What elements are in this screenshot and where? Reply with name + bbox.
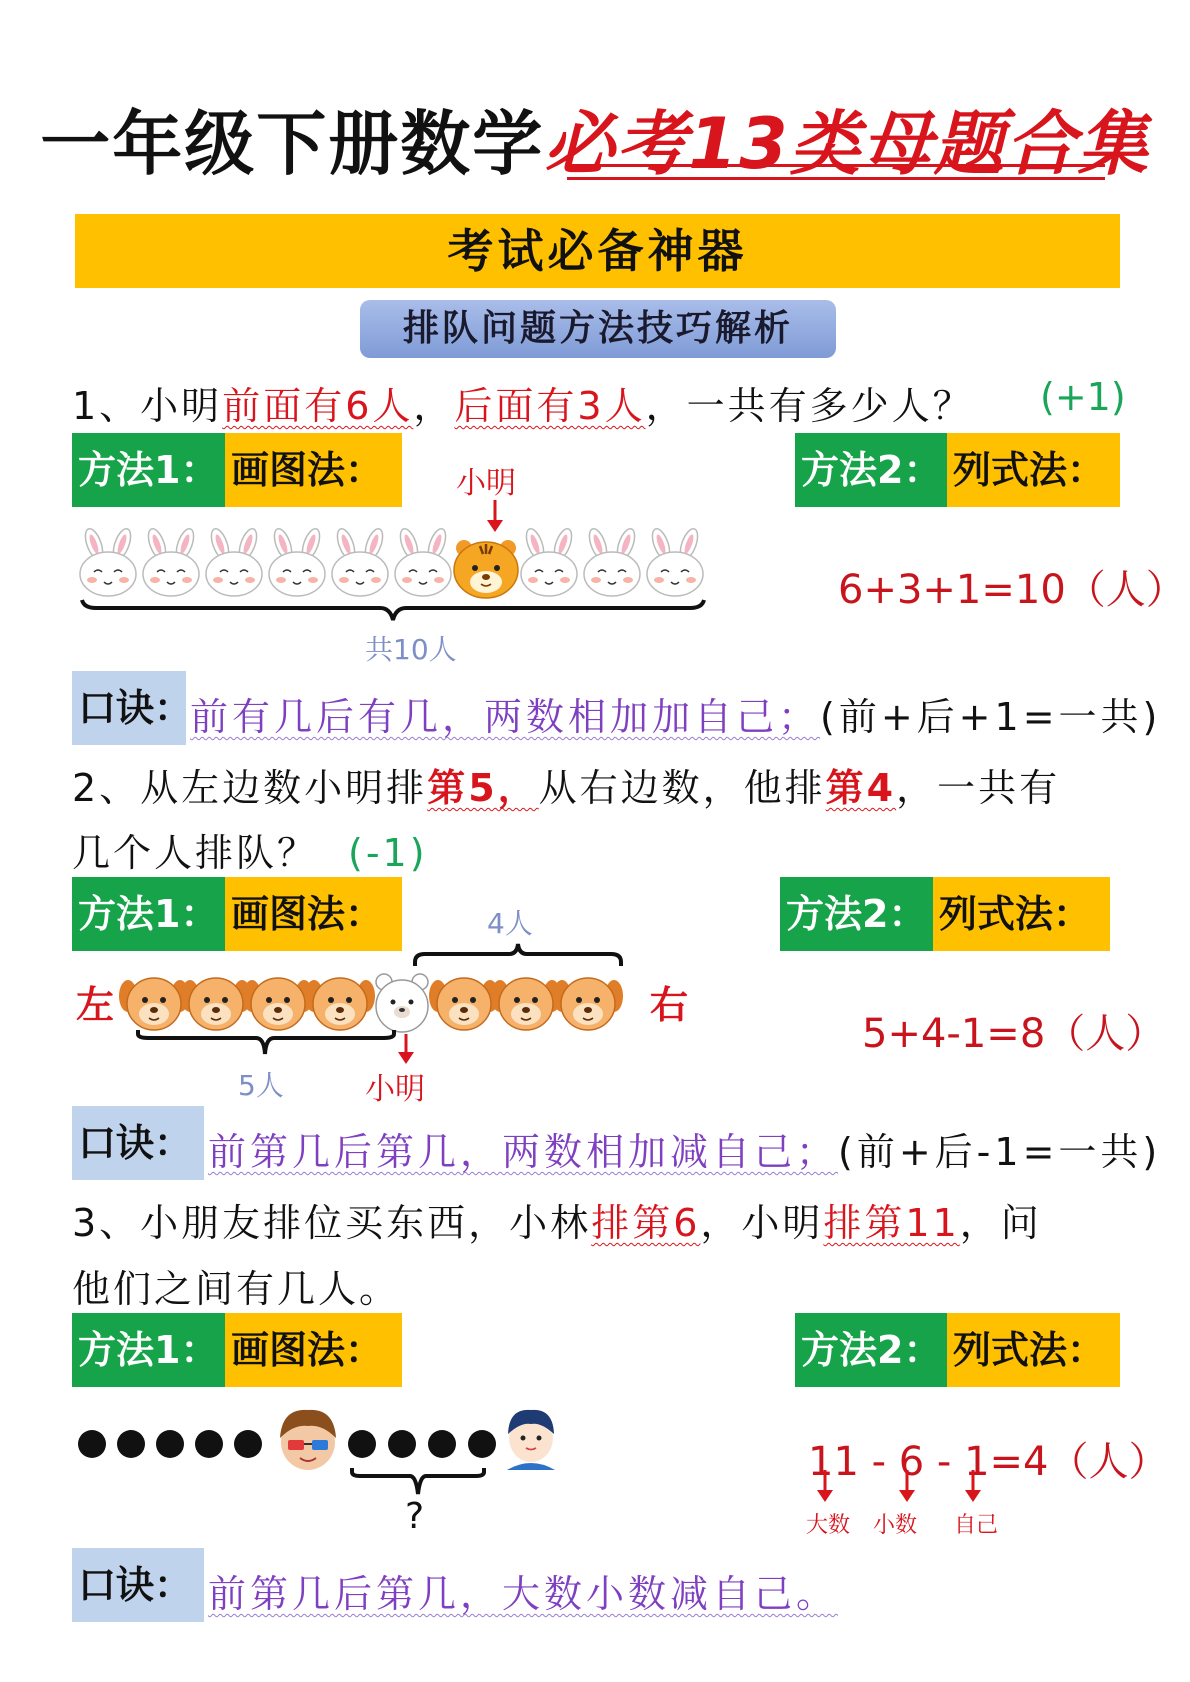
q1-brace	[80, 598, 706, 624]
q3-method1-label: 方法1：	[72, 1313, 225, 1387]
q2-line2-text: 几个人排队？	[72, 831, 319, 875]
rabbit-icon	[80, 527, 136, 596]
q3-method1-name: 画图法：	[225, 1313, 402, 1387]
rabbit-icon	[143, 527, 199, 596]
rabbit-icon	[332, 527, 388, 596]
dot-icon	[428, 1430, 456, 1458]
q3-queue	[76, 1400, 576, 1480]
q3-e: ，问	[959, 1201, 1042, 1245]
q2-method1-label: 方法1：	[72, 877, 225, 951]
dog-icon	[305, 978, 375, 1030]
q1-total-label: 共10人	[365, 633, 457, 666]
q3-d: 排第11	[823, 1201, 960, 1245]
q2-formula: 5+4-1=8（人）	[862, 1011, 1166, 1057]
dot-icon	[195, 1430, 223, 1458]
rabbit-icon	[395, 527, 451, 596]
title-part1: 一年级下册数学	[40, 103, 545, 185]
dog-icon	[119, 978, 189, 1030]
q2-method2-label: 方法2：	[780, 877, 933, 951]
tiger-icon	[454, 540, 518, 598]
rabbit-icon	[584, 527, 640, 596]
q2-tag: (-1)	[348, 831, 428, 875]
q2-a: 2、从左边数小明排	[72, 766, 428, 810]
q1-tag: (+1)	[1040, 375, 1126, 419]
dog-icon	[429, 978, 499, 1030]
q3-a: 3、小朋友排位买东西，小林	[72, 1201, 592, 1245]
q1-num: 1、小明	[72, 384, 223, 428]
q2-mnemo-label: 口诀：	[72, 1106, 204, 1180]
q2-line2	[72, 822, 428, 877]
q1-mnemo-tail: (前+后+1=一共)	[820, 695, 1162, 739]
q1-method2-label: 方法2：	[795, 433, 947, 507]
q2-mnemo-main: 前第几后第几，两数相加减自己；	[208, 1130, 839, 1174]
q3-mnemo-main: 前第几后第几，大数小数减自己。	[208, 1572, 839, 1616]
bear-icon	[376, 974, 428, 1032]
q3-c: ，小明	[700, 1201, 824, 1245]
dot-icon	[156, 1430, 184, 1458]
q1-formula: 6+3+1=10（人）	[838, 567, 1186, 613]
q2-line1	[72, 757, 1060, 812]
q3-b: 排第6	[591, 1201, 701, 1245]
q1-method2-name: 列式法：	[947, 433, 1120, 507]
q1-mnemo	[190, 686, 1161, 741]
q1-b: 后面有3人	[454, 384, 646, 428]
q3-annot-self: 自己	[954, 1513, 999, 1538]
dot-icon	[234, 1430, 262, 1458]
q1-sep: ，	[413, 384, 455, 428]
subbanner: 排队问题方法技巧解析	[360, 300, 836, 358]
q2-brace-top	[413, 942, 623, 968]
dog-icon	[553, 978, 623, 1030]
title-underline	[567, 164, 1105, 180]
dot-icon	[388, 1430, 416, 1458]
dot-icon	[468, 1430, 496, 1458]
dog-icon	[243, 978, 313, 1030]
title-part2: 必考13类母题合集	[544, 103, 1150, 185]
q3-annot-arrows	[815, 1470, 995, 1506]
q3-method2-label: 方法2：	[795, 1313, 947, 1387]
q1-text	[72, 375, 974, 430]
q3-line1	[72, 1192, 1042, 1247]
q3-mnemo-label: 口诀：	[72, 1548, 204, 1622]
kid-with-glasses-icon	[280, 1410, 336, 1470]
dot-icon	[78, 1430, 106, 1458]
q1-rest: ，一共有多少人？	[645, 384, 974, 428]
q2-label-right: 4人	[487, 907, 533, 940]
q2-arrow-label: 小明	[365, 1072, 425, 1107]
q2-e: ，一共有	[896, 766, 1061, 810]
q2-b: 第5，	[427, 766, 539, 810]
q2-brace-bottom	[136, 1028, 398, 1058]
q3-method2-name: 列式法：	[947, 1313, 1120, 1387]
q1-a: 前面有6人	[222, 384, 414, 428]
q3-line2: 他们之间有几人。	[72, 1267, 401, 1311]
q2-mnemo-tail: (前+后-1=一共)	[838, 1130, 1162, 1174]
q1-queue	[76, 530, 716, 600]
q2-up-arrow	[396, 1034, 416, 1066]
q2-mnemo	[208, 1121, 1161, 1176]
q3-formula: 11 - 6 - 1=4（人）	[808, 1439, 1169, 1485]
boy-icon	[507, 1410, 555, 1470]
dog-icon	[181, 978, 251, 1030]
q1-mnemo-main: 前有几后有几，两数相加加自己；	[190, 695, 821, 739]
q1-mnemo-label: 口诀：	[72, 671, 186, 745]
q2-d: 第4	[825, 766, 897, 810]
q2-left: 左	[76, 983, 115, 1027]
dog-icon	[491, 978, 561, 1030]
q3-brace	[350, 1466, 486, 1500]
q2-c: 从右边数，他排	[538, 766, 826, 810]
rabbit-icon	[206, 527, 262, 596]
q1-method1-name: 画图法：	[225, 433, 402, 507]
rabbit-icon	[269, 527, 325, 596]
q2-method1-name: 画图法：	[225, 877, 402, 951]
dot-icon	[117, 1430, 145, 1458]
q3-question-mark: ?	[405, 1496, 425, 1537]
q1-down-arrow	[485, 500, 505, 534]
q2-label-left: 5人	[238, 1069, 284, 1102]
q2-right: 右	[650, 983, 689, 1027]
q1-method1-label: 方法1：	[72, 433, 225, 507]
q3-annot-big: 大数	[806, 1513, 851, 1538]
banner: 考试必备神器	[75, 214, 1120, 288]
dot-icon	[348, 1430, 376, 1458]
rabbit-icon	[521, 527, 577, 596]
q3-annot-small: 小数	[873, 1513, 918, 1538]
q2-method2-name: 列式法：	[933, 877, 1110, 951]
q3-mnemo	[208, 1563, 838, 1618]
rabbit-icon	[647, 527, 703, 596]
q1-arrow-label: 小明	[456, 466, 516, 501]
